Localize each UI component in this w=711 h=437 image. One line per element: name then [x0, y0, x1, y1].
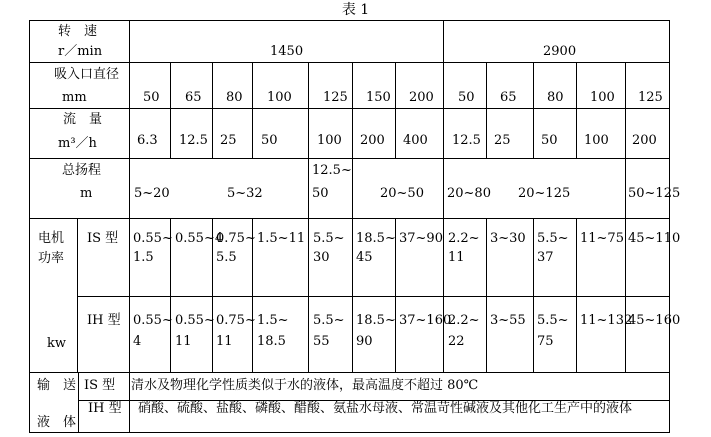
- is-power-cell: 11~75: [580, 231, 624, 246]
- ih-power-cell: 22: [448, 334, 465, 349]
- col-divider: [486, 218, 487, 373]
- is-power-cell: 45~110: [628, 231, 681, 246]
- flow-cell: 50: [541, 133, 558, 148]
- diameter-cell: 100: [267, 90, 292, 105]
- ih-power-cell: 45~160: [628, 313, 681, 328]
- transport-label: 输 送: [37, 378, 77, 393]
- table-border-top: [29, 20, 669, 21]
- ih-power-cell: 11: [216, 334, 233, 349]
- speed-2900: 2900: [543, 44, 577, 59]
- flow-cell: 200: [632, 133, 657, 148]
- is-power-cell: 5.5~: [537, 231, 569, 246]
- is-power-cell: 5.5~: [313, 231, 345, 246]
- diameter-cell: 125: [638, 90, 663, 105]
- ih-power-cell: 0.75~: [216, 313, 256, 328]
- row-divider: [77, 296, 669, 297]
- head-value: 5~32: [227, 186, 263, 201]
- power-label: 功率: [38, 251, 65, 266]
- is-power-cell: 2.2~: [448, 231, 480, 246]
- col-divider: [77, 218, 78, 373]
- ih-power-cell: 4: [133, 334, 142, 349]
- col-divider: [395, 62, 396, 158]
- is-power-cell: 37~90: [399, 231, 443, 246]
- is-power-cell: 0.55~4: [175, 231, 224, 246]
- col-divider: [576, 218, 577, 373]
- diameter-cell: 125: [323, 90, 348, 105]
- head-value: 12.5~: [312, 163, 352, 178]
- flow-cell: 50: [261, 133, 278, 148]
- diameter-cell: 100: [590, 90, 615, 105]
- is-power-cell: 1.5~11: [257, 231, 306, 246]
- flow-cell: 6.3: [137, 133, 158, 148]
- power-unit: kw: [47, 336, 67, 351]
- ih-liquid-text: 硝酸、硫酸、盐酸、磷酸、醋酸、氨盐水母液、常温苛性碱液及其他化工生产中的液体: [138, 401, 633, 416]
- ih-power-cell: 18.5~: [356, 313, 396, 328]
- head-value: 5~20: [134, 186, 170, 201]
- diameter-cell: 50: [143, 90, 160, 105]
- row-divider: [29, 158, 669, 159]
- head-value: 50: [312, 186, 329, 201]
- ih-power-cell: 5.5~: [313, 313, 345, 328]
- is-power-cell: 3~30: [490, 231, 526, 246]
- col-divider: [308, 62, 309, 373]
- is-power-cell: 18.5~: [356, 231, 396, 246]
- table-border-right: [669, 20, 670, 433]
- ih-power-cell: 75: [537, 334, 554, 349]
- col-divider: [576, 62, 577, 158]
- flow-cell: 200: [360, 133, 385, 148]
- ih-power-cell: 37~160: [399, 313, 452, 328]
- flow-cell: 100: [584, 133, 609, 148]
- diameter-cell: 65: [500, 90, 517, 105]
- power-label: 电机: [38, 231, 65, 246]
- is-power-cell: 45: [356, 250, 373, 265]
- ih-power-cell: 3~55: [490, 313, 526, 328]
- head-unit: m: [80, 186, 93, 201]
- row-divider: [29, 218, 669, 219]
- head-value: 50~125: [628, 186, 681, 201]
- is-power-cell: 11: [448, 250, 465, 265]
- flow-unit: m³／h: [58, 136, 97, 151]
- flow-label: 流 量: [63, 112, 103, 127]
- head-value: 20~50: [380, 186, 424, 201]
- flow-cell: 12.5: [452, 133, 481, 148]
- diameter-cell: 80: [547, 90, 564, 105]
- diameter-unit: mm: [62, 90, 87, 105]
- is-type-label: IS 型: [84, 378, 116, 393]
- ih-power-cell: 1.5~: [257, 313, 289, 328]
- row-divider: [29, 372, 669, 373]
- ih-power-cell: 55: [313, 334, 330, 349]
- diameter-label: 吸入口直径: [54, 67, 120, 82]
- ih-power-cell: 11~132: [580, 313, 633, 328]
- col-divider: [486, 62, 487, 158]
- head-value: 20~125: [518, 186, 571, 201]
- ih-power-cell: 11: [175, 334, 192, 349]
- is-power-cell: 0.55~: [133, 231, 173, 246]
- col-divider: [212, 62, 213, 158]
- ih-power-cell: 5.5~: [537, 313, 569, 328]
- row-divider: [29, 108, 669, 109]
- ih-power-cell: 90: [356, 334, 373, 349]
- table-border-bottom: [29, 432, 669, 433]
- diameter-cell: 65: [185, 90, 202, 105]
- flow-cell: 100: [317, 133, 342, 148]
- col-divider: [533, 218, 534, 373]
- ih-power-cell: 18.5: [257, 334, 286, 349]
- col-divider: [129, 20, 130, 433]
- diameter-cell: 80: [226, 90, 243, 105]
- is-power-cell: 37: [537, 250, 554, 265]
- head-label: 总扬程: [62, 163, 102, 178]
- flow-cell: 25: [220, 133, 237, 148]
- ih-power-cell: 0.55~: [175, 313, 215, 328]
- flow-cell: 25: [494, 133, 511, 148]
- col-divider: [252, 62, 253, 158]
- speed-label: 转 速: [58, 24, 98, 39]
- head-value: 20~80: [447, 186, 491, 201]
- speed-unit: r／min: [58, 44, 103, 59]
- col-divider: [533, 62, 534, 158]
- table-border-left: [29, 20, 30, 433]
- is-power-cell: 1.5: [133, 250, 154, 265]
- col-divider: [170, 62, 171, 158]
- is-liquid-text: 清水及物理化学性质类似于水的液体，最高温度不超过 80℃: [131, 378, 479, 393]
- is-power-cell: 30: [313, 250, 330, 265]
- col-divider: [352, 62, 353, 373]
- row-divider: [29, 62, 669, 63]
- ih-type-label: IH 型: [88, 401, 122, 416]
- is-power-cell: 0.75~: [216, 231, 256, 246]
- ih-power-cell: 0.55~: [133, 313, 173, 328]
- speed-1450: 1450: [270, 44, 304, 59]
- table-caption: 表 1: [341, 2, 370, 18]
- is-power-cell: 5.5: [216, 250, 237, 265]
- col-divider: [78, 372, 79, 433]
- transport-label: 液 体: [37, 415, 77, 430]
- ih-power-cell: 2.2~: [448, 313, 480, 328]
- flow-cell: 400: [403, 133, 428, 148]
- ih-type-label: IH 型: [87, 313, 121, 328]
- diameter-cell: 50: [458, 90, 475, 105]
- diameter-cell: 150: [366, 90, 391, 105]
- is-type-label: IS 型: [87, 231, 119, 246]
- diameter-cell: 200: [409, 90, 434, 105]
- flow-cell: 12.5: [179, 133, 208, 148]
